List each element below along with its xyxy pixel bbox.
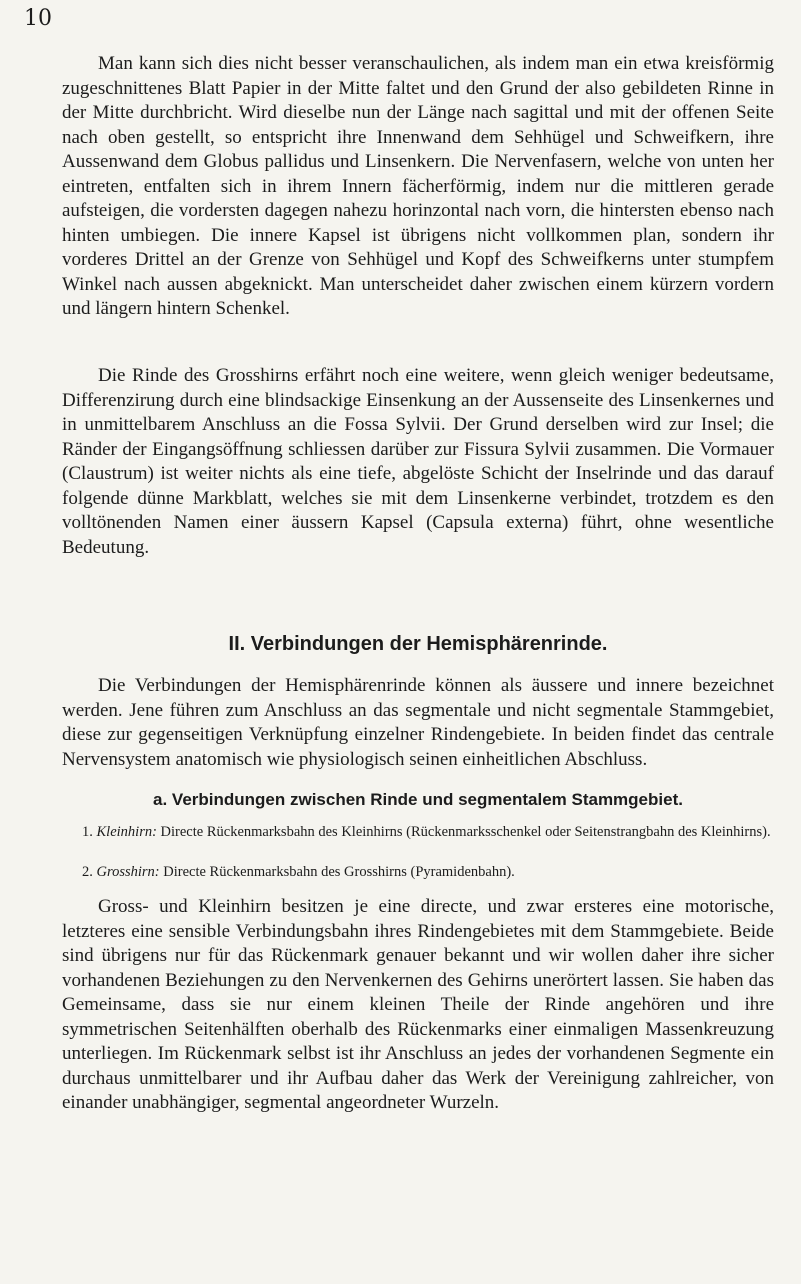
list-item-grosshirn bbox=[62, 863, 774, 882]
page-number: 10 bbox=[24, 6, 52, 31]
section-heading: II. Verbindungen der Hemisphärenrinde. bbox=[228, 633, 608, 655]
paragraph-insel: Die Rinde des Grosshirns erfährt noch eine weitere, wenn gleich weniger bedeutsame, Differenzirung durch eine blindsackige Einsenkung an der Aussenseite des Linsenkernes und in unmittelbarem Anschluss an die Fossa Sylvii. Der Grund derselben wird zur Insel; die Ränder der Eingangsöffnung schliessen darüber zur Fissura Sylvii zusammen. Die Vormauer (Claustrum) ist weiter nichts als eine tiefe, abgelöste Schicht der Inselrinde und das darauf folgende dünne Markblatt, welches sie mit dem Linsenkerne verbindet, trotzdem es den volltönenden Namen einer äussern Kapsel (Capsula externa) führt, ohne wesentliche Bedeutung. bbox=[62, 365, 774, 558]
paragraph-verbindungen: Die Verbindungen der Hemisphärenrinde können als äussere und innere bezeichnet werden. Jene führen zum Anschluss an das segmentale und nicht segmentale Stammgebiet, diese zur gegenseitigen Verknüpfung einzelner Rindengebiete. In beiden findet das centrale Nervensystem anatomisch wie physiologisch seinen einheitlichen Abschluss. bbox=[62, 675, 774, 770]
paragraph-capsula-interna: Man kann sich dies nicht besser veranschaulichen, als indem man ein etwa kreisförmig zugeschnittenes Blatt Papier in der Mitte faltet und den Grund der also gebildeten Rinne in der Mitte durchbricht. Wird dieselbe nun der Länge nach sagittal und mit der offenen Seite nach oben gestellt, so entspricht ihre Innenwand dem Sehhügel und Schweifkern, ihre Aussenwand dem Globus pallidus und Linsenkern. Die Nervenfasern, welche von unten her eintreten, entfalten sich in ihrem Innern fächerförmig, indem nur die mittleren gerade aufsteigen, die vordersten dagegen nahezu horinzontal nach vorn, die hintersten ebenso nach hinten umbiegen. Die innere Kapsel ist übrigens nicht vollkommen plan, sondern ihr vorderes Drittel an der Grenze von Sehhügel und Kopf des Schweifkerns unter stumpfem Winkel nach aussen abgeknickt. Man unterscheidet daher zwischen einem kürzern vordern und längern hintern Schenkel. bbox=[62, 53, 774, 319]
list-item-number: 2. bbox=[82, 864, 93, 880]
list-item-kleinhirn bbox=[62, 823, 774, 842]
list-item-term: Kleinhirn: bbox=[96, 824, 157, 840]
list-item-term: Grosshirn: bbox=[96, 864, 160, 880]
list-item-number: 1. bbox=[82, 824, 93, 840]
paragraph-gross-kleinhirn: Gross- und Kleinhirn besitzen je eine directe, und zwar ersteres eine motorische, letzteres eine sensible Verbindungsbahn ihres Rindengebietes mit dem Stammgebiete. Beide sind übrigens nur für das Rückenmark genauer bekannt und wir wollen daher ihre sicher vorhandenen Beziehungen zu den Nervenkernen des Gehirns unerörtert lassen. Sie haben das Gemeinsame, dass sie nur einem kleinen Theile der Rinde angehören und ihre symmetrischen Seitenhälften oberhalb des Rückenmarks einer einmaligen Massenkreuzung unterliegen. Im Rückenmark selbst ist ihr Anschluss an jedes der vorhandenen Segmente ein durchaus unmittelbarer und ihr Aufbau daher das Werk der Vereinigung zahlreicher, von einander unabhängiger, segmental angeordneter Wurzeln. bbox=[62, 896, 774, 1113]
subsection-heading: a. Verbindungen zwischen Rinde und segmentalem Stammgebiet. bbox=[153, 790, 683, 809]
list-item-text: Directe Rückenmarksbahn des Kleinhirns (Rückenmarksschenkel oder Seitenstrangbahn des Kleinhirns). bbox=[160, 824, 771, 840]
list-item-text: Directe Rückenmarksbahn des Grosshirns (Pyramidenbahn). bbox=[163, 864, 515, 880]
